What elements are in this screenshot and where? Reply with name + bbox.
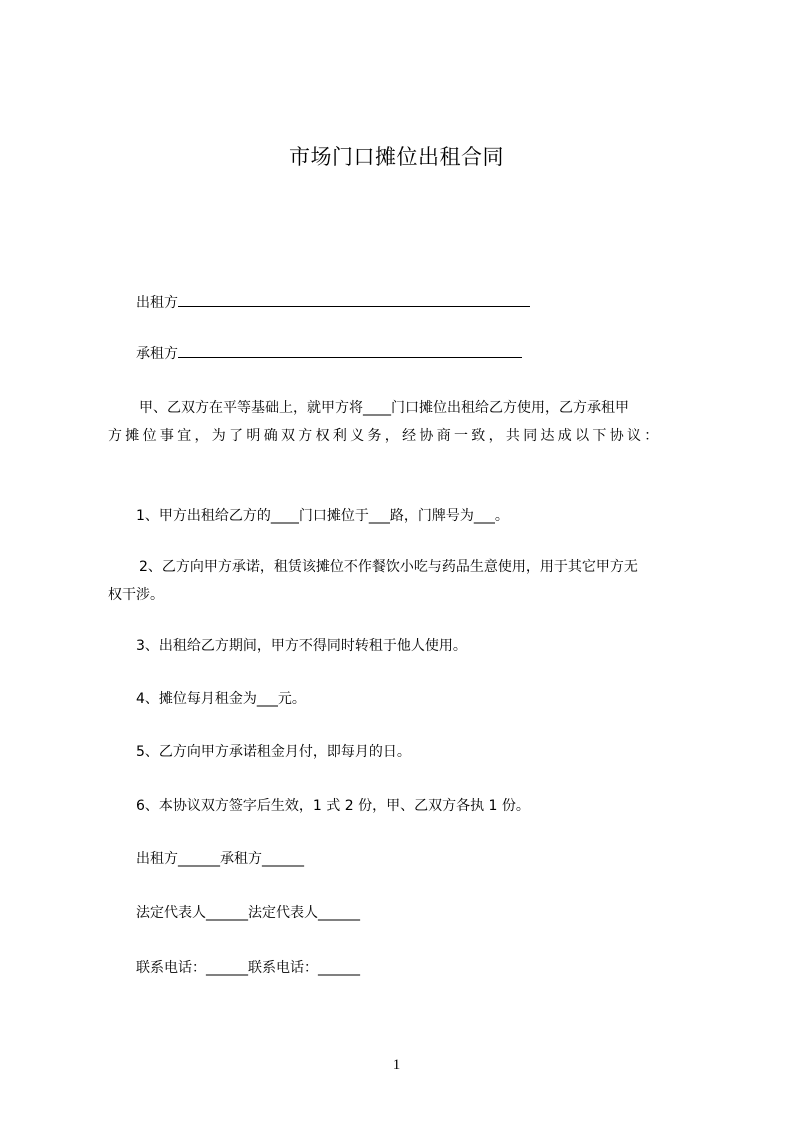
clause-2-line-1: 2、乙方向甲方承诺，租赁该摊位不作餐饮小吃与药品生意使用，用于其它甲方无 <box>139 559 638 575</box>
lessor-line <box>136 292 530 313</box>
lessee-label: 承租方 <box>136 346 178 362</box>
clause-5: 5、乙方向甲方承诺租金月付，即每月的日。 <box>136 744 411 760</box>
lessee-blank <box>178 343 522 358</box>
signature-parties-line: 出租方______承租方______ <box>136 851 304 867</box>
signature-phone-line: 联系电话：______联系电话：______ <box>136 960 360 976</box>
lessee-line <box>136 343 522 364</box>
clause-4: 4、摊位每月租金为___元。 <box>136 691 306 707</box>
page-number: 1 <box>392 1057 401 1073</box>
clause-3: 3、出租给乙方期间，甲方不得同时转租于他人使用。 <box>136 638 467 654</box>
intro-line-2: 方摊位事宜，为了明确双方权利义务，经协商一致，共同达成以下协议： <box>108 428 662 444</box>
document-title: 市场门口摊位出租合同 <box>289 145 504 169</box>
lessor-blank <box>178 292 530 307</box>
intro-line-1: 甲、乙双方在平等基础上，就甲方将____门口摊位出租给乙方使用，乙方承租甲 <box>139 400 629 416</box>
clause-2-line-2: 权干涉。 <box>108 587 164 603</box>
lessor-label: 出租方 <box>136 295 178 311</box>
clause-1: 1、甲方出租给乙方的____门口摊位于___路，门牌号为___。 <box>136 508 509 524</box>
clause-6: 6、本协议双方签字后生效，1 式 2 份，甲、乙双方各执 1 份。 <box>136 798 530 814</box>
signature-reps-line: 法定代表人______法定代表人______ <box>136 905 360 921</box>
